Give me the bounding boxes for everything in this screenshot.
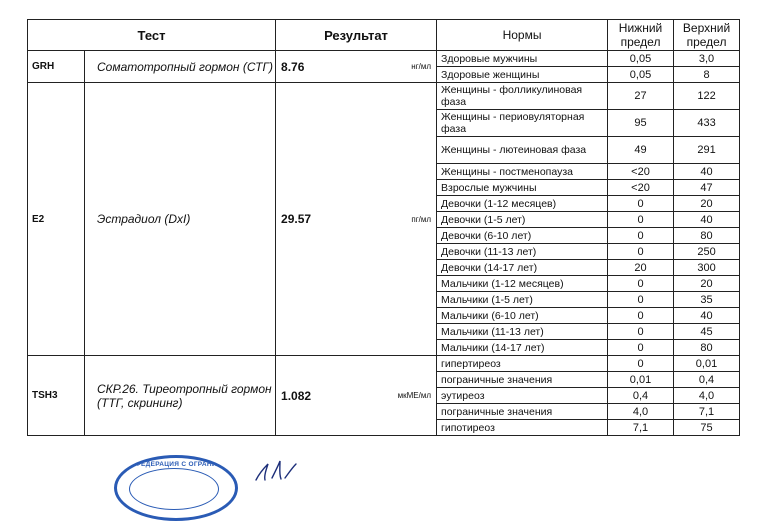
norm-upper-limit: 40 [674,164,740,180]
norm-label: Девочки (11-13 лет) [437,244,608,260]
test-result [276,51,437,83]
header-upper-limit [674,20,740,51]
results-table [27,19,740,436]
result-value: 8.76 [281,59,305,74]
norm-lower-limit: 0 [608,212,674,228]
stamp-inner-ring [129,468,219,510]
norm-lower-limit: 95 [608,110,674,137]
norm-label: Девочки (1-12 месяцев) [437,196,608,212]
header-lower-limit [608,20,674,51]
norm-upper-limit: 433 [674,110,740,137]
norm-label: Мальчики (1-12 месяцев) [437,276,608,292]
norm-label: Девочки (1-5 лет) [437,212,608,228]
norm-lower-limit: 20 [608,260,674,276]
norm-label: Мальчики (6-10 лет) [437,308,608,324]
norm-upper-limit: 20 [674,276,740,292]
header-result: Результат [276,20,437,51]
norm-lower-limit: 0 [608,244,674,260]
test-result [276,83,437,356]
norm-lower-limit: 0,05 [608,67,674,83]
norm-label: Здоровые женщины [437,67,608,83]
norm-row [28,83,740,110]
norm-upper-limit: 0,4 [674,372,740,388]
organization-stamp [114,455,238,521]
result-unit: пг/мл [411,214,432,224]
norm-lower-limit: <20 [608,180,674,196]
header-lower-line2: предел [620,35,661,49]
norm-upper-limit: 7,1 [674,404,740,420]
norm-row [28,356,740,372]
test-code: TSH3 [28,356,85,436]
norm-label: Взрослые мужчины [437,180,608,196]
norm-upper-limit: 80 [674,340,740,356]
norm-label: Здоровые мужчины [437,51,608,67]
stamp-text: ФЕДЕРАЦИЯ С ОГРАНИ [135,461,217,468]
norm-label: Женщины - периовуляторная фаза [437,110,608,137]
result-unit: мкМЕ/мл [397,391,432,400]
norm-lower-limit: 0 [608,324,674,340]
norm-upper-limit: 45 [674,324,740,340]
header-upper-line1: Верхний [682,21,731,35]
norm-upper-limit: 75 [674,420,740,436]
norm-label: Женщины - постменопауза [437,164,608,180]
norm-upper-limit: 80 [674,228,740,244]
norm-lower-limit: 0 [608,340,674,356]
header-lower-line1: Нижний [618,21,663,35]
norm-lower-limit: 0,05 [608,51,674,67]
norm-label: гипотиреоз [437,420,608,436]
test-name: СКР.26. Тиреотропный гормон (ТТГ, скрининг) [85,356,276,436]
norm-label: Женщины - фолликулиновая фаза [437,83,608,110]
test-name: Эстрадиол (DxI) [85,83,276,356]
norm-upper-limit: 8 [674,67,740,83]
norm-upper-limit: 40 [674,212,740,228]
norm-lower-limit: 7,1 [608,420,674,436]
test-code: GRH [28,51,85,83]
header-upper-line2: предел [686,35,727,49]
norm-lower-limit: 0 [608,292,674,308]
norm-lower-limit: 0 [608,196,674,212]
norm-lower-limit: 0,01 [608,372,674,388]
norm-upper-limit: 291 [674,137,740,164]
norm-label: пограничные значения [437,372,608,388]
test-result [276,356,437,436]
norm-label: Мальчики (14-17 лет) [437,340,608,356]
test-code: E2 [28,83,85,356]
norm-label: гипертиреоз [437,356,608,372]
norm-label: Девочки (6-10 лет) [437,228,608,244]
norm-lower-limit: 4,0 [608,404,674,420]
norm-lower-limit: 0 [608,308,674,324]
header-test: Тест [28,20,276,51]
norm-label: пограничные значения [437,404,608,420]
norm-upper-limit: 20 [674,196,740,212]
header-row [28,20,740,51]
norm-upper-limit: 3,0 [674,51,740,67]
norm-lower-limit: <20 [608,164,674,180]
norm-lower-limit: 27 [608,83,674,110]
norm-lower-limit: 0 [608,228,674,244]
norm-upper-limit: 35 [674,292,740,308]
result-value: 29.57 [281,212,312,226]
norm-row [28,51,740,67]
norm-label: Женщины - лютеиновая фаза [437,137,608,164]
norm-label: Девочки (14-17 лет) [437,260,608,276]
result-unit: нг/мл [411,62,432,71]
norm-upper-limit: 250 [674,244,740,260]
header-norms: Нормы [437,20,608,51]
norm-label: Мальчики (1-5 лет) [437,292,608,308]
norm-upper-limit: 122 [674,83,740,110]
norm-upper-limit: 4,0 [674,388,740,404]
norm-label: эутиреоз [437,388,608,404]
norm-upper-limit: 47 [674,180,740,196]
norm-upper-limit: 40 [674,308,740,324]
norm-lower-limit: 49 [608,137,674,164]
result-value: 1.082 [281,388,312,403]
norm-lower-limit: 0,4 [608,388,674,404]
norm-lower-limit: 0 [608,356,674,372]
norm-lower-limit: 0 [608,276,674,292]
norm-upper-limit: 300 [674,260,740,276]
signature [252,458,322,482]
norm-label: Мальчики (11-13 лет) [437,324,608,340]
norm-upper-limit: 0,01 [674,356,740,372]
test-name: Соматотропный гормон (СТГ) [85,51,276,83]
